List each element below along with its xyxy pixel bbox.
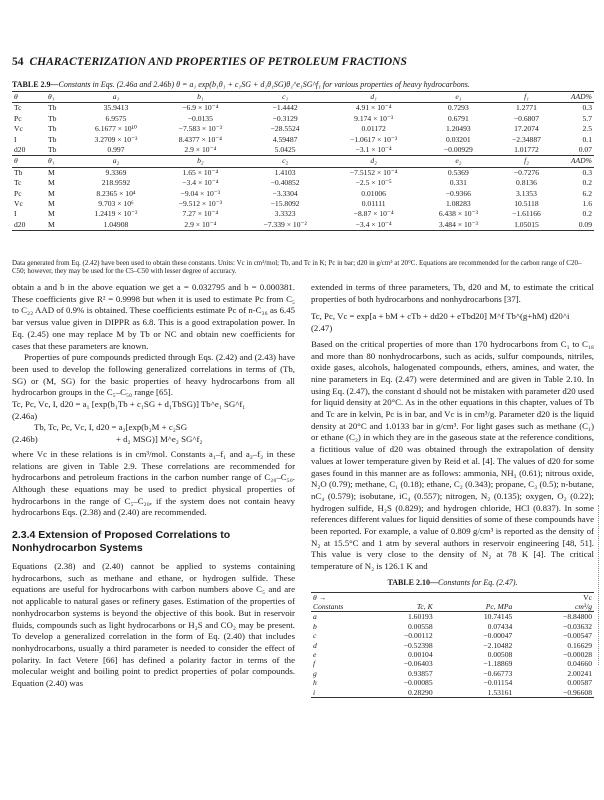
paragraph: extended in terms of three parameters, Tb, d20 and M, to estimate the critical properties of both hydrocarbons and nonhydrocarbons [37].	[311, 282, 594, 304]
table-cell: 0.00104	[407, 650, 433, 660]
paragraph: Based on the critical properties of more than 170 hydrocarbons from C₁ to C₁₈ and more than 80 nonhydrocarbons, such as acids, sulfur compounds, nitriles, oxide gases, alcohols, halogenated compounds, ethers, amines, and water, the nine parameters in Eq. (2.47) were determined and are given in Table 2.10. In using Eq. (2.47), the constant d should not be mistaken with parameter d20 used for liquid density at 20°C. As in the other equations in this chapter, values of Tb and Tc are in kelvin, Pc is in bar, and Vc is in cm³/g. Parameter d20 is the liquid density at 20°C and 1.0133 bar in g/cm³. For light gases such as methane (C₁) or ethane (C₂) in which they are in the gaseous state at the reference conditions, a fictitious value of d20 was obtained through the extrapolation of density values at lower temperature given by Reid et al. [4]. The values of d20 for some gases found in this manner are as follows: ammonia, NH₃ (0.61); nitrous oxide, N₂O (0.79); methane, C₁ (0.18); ethane, C₂ (0.343); propane, C₃ (0.5); n-butane, nC₄ (0.579); isobutane, iC₄ (0.557); nitrogen, N₂ (0.135); oxygen, O₂ (0.22); hydrogen sulfide, H₂S (0.829); and hydrogen chloride, HCl (0.837). In some references different values for liquid densities of some of these compounds have been reported. For example, a value of 0.809 g/cm³ is reported as the density of N₂ at 15.5°C and 1 atm by several authors in reservoir engineering [48, 51]. This value is very close to the density of N₂ at 78 K [4]. The critical temperature of N₂ is 126.1 K and	[311, 338, 594, 572]
table-cell: −0.00085	[403, 678, 433, 688]
table-2-9-title: Constants in Eqs. (2.46a and 2.46b) θ = a₁ exp(b₁θ₁ + c₁SG + d₁θ₁SG)θ₁^e₁SG^f₁ for various properties of heavy hydrocarbons.	[58, 80, 470, 89]
table-cell: −0.00028	[563, 650, 592, 660]
table-cell: 0.5369	[447, 167, 469, 177]
table-cell: −0.00112	[403, 631, 433, 641]
table-cell: 0.2	[582, 178, 592, 188]
table-cell: θ →	[311, 592, 355, 602]
table-cell: θ	[12, 92, 46, 103]
table-cell: −0.52398	[403, 640, 433, 650]
table-cell: −3.4 × 10⁻⁴	[328, 220, 420, 231]
left-column	[12, 282, 295, 690]
table-cell: Pc, MPa	[435, 602, 515, 612]
table-cell: M	[48, 209, 55, 219]
table-cell: d	[313, 640, 317, 650]
table-cell: 4.91 × 10⁻⁴	[355, 103, 392, 113]
table-cell: 1.08283	[446, 199, 471, 209]
equation-2-46a: Tc, Pc, Vc, I, d20 = a₁ [exp(b₁Tb + c₁SG + d₁TbSG)] Tb^e₁ SG^f₁	[12, 399, 246, 410]
table-cell: a	[313, 612, 317, 622]
table-cell: −0.96608	[514, 688, 594, 698]
table-cell: −0.00547	[563, 631, 592, 641]
table-cell: 1.65 × 10⁻⁴	[182, 167, 219, 177]
table-cell: 0.09	[556, 220, 594, 231]
table-2-10-caption	[311, 577, 594, 589]
table-cell: 1.6	[582, 199, 592, 209]
table-cell: b	[313, 621, 317, 631]
table-cell: b₂	[158, 156, 243, 167]
table-cell: 0.997	[107, 145, 125, 155]
table-cell: −0.9366	[445, 188, 471, 198]
table-2-9-label: TABLE 2.9—	[12, 80, 59, 89]
table-cell: 0.2	[582, 209, 592, 219]
margin-dotted-line	[598, 505, 601, 665]
table-cell: −2.5 × 10⁻⁵	[355, 178, 392, 188]
table-cell: Tb	[48, 113, 57, 123]
table-cell: 0.07434	[487, 621, 513, 631]
table-cell: 8.2365 × 10⁴	[96, 188, 136, 198]
table-cell: −0.0135	[187, 113, 213, 123]
table-cell: Vc	[14, 124, 23, 134]
table-cell: 0.93857	[407, 668, 433, 678]
table-row	[12, 209, 594, 219]
table-row	[311, 622, 594, 631]
table-header-row	[12, 92, 594, 103]
table-cell: 0.331	[449, 178, 467, 188]
table-header-row	[311, 602, 594, 612]
table-cell: 2.5	[582, 124, 592, 134]
table-cell: e	[313, 650, 317, 660]
table-cell: Tc	[14, 103, 22, 113]
table-cell: 6.2	[582, 188, 592, 198]
table-cell: −0.6807	[513, 113, 540, 123]
table-cell: 0.03201	[446, 134, 471, 144]
table-cell: −0.3129	[272, 113, 298, 123]
table-cell: 5.7	[582, 113, 592, 123]
table-cell: 0.3	[582, 103, 592, 113]
table-cell: 1.2419 × 10⁻²	[94, 209, 138, 219]
table-cell: −1.61166	[512, 209, 541, 219]
table-cell: 1.05015	[497, 220, 556, 231]
table-cell: 0.6791	[447, 113, 469, 123]
table-cell: 0.8136	[516, 178, 537, 188]
table-cell: −7.339 × 10⁻²	[243, 220, 328, 231]
table-cell: 0.7293	[447, 103, 469, 113]
table-cell: 0.1	[582, 134, 592, 144]
table-row	[311, 641, 594, 650]
table-cell: 6.438 × 10⁻³	[438, 209, 478, 219]
table-cell: 0.01111	[361, 199, 386, 209]
table-cell: h	[313, 678, 317, 688]
table-cell: 0.3	[582, 167, 592, 177]
paragraph: obtain a and b in the above equation we get a = 0.032795 and b = 0.000381. These coefficients give R² = 0.9998 but when it is used to estimate Pc from C₅ to C₂₂ AAD of 0.9% is obtained. These coefficients estimate Pc of n-C₃₆ as 6.45 bar versus value given in DIPPR as 6.8. This is a good extrapolation power. In Eq. (2.45) one may replace M by Tb or NC and obtain new coefficients for cases that these parameters are known.	[12, 282, 295, 351]
table-cell: f	[313, 659, 316, 669]
table-row	[12, 220, 594, 231]
table-cell	[355, 592, 435, 602]
table-cell: −2.34887	[511, 134, 541, 144]
table-cell: 0.04660	[567, 659, 592, 669]
table-row	[12, 145, 594, 156]
table-cell: f₁	[497, 92, 556, 103]
right-column	[311, 282, 594, 698]
table-cell: 2.9 × 10⁻⁴	[158, 220, 243, 231]
table-row	[12, 178, 594, 188]
table-2-10-title: Constants for Eq. (2.47).	[437, 577, 518, 587]
section-heading: 2.3.4 Extension of Proposed Correlations to Nonhydrocarbon Systems	[12, 529, 231, 555]
table-cell: 4.59487	[272, 134, 298, 144]
table-2-9	[12, 91, 594, 231]
paragraph: where Vc in these relations is in cm³/mol. Constants a₁–f₁ and a₂–f₂ in these relations are given in Table 2.9. These correlations are recommended for hydrocarbons and petroleum fractions in the carbon number range of C₂₀–C₅₀. Although these equations may be used to predict physical properties of hydrocarbons in the range of C₅–C₂₀, if the system does not contain heavy hydrocarbons Eqs. (2.38) and (2.40) are recommended.	[12, 448, 295, 518]
table-cell: −0.66773	[483, 668, 513, 678]
table-cell: 0.01006	[361, 188, 386, 198]
table-cell: −8.87 × 10⁻⁴	[353, 209, 394, 219]
table-cell: −1.0617 × 10⁻³	[350, 134, 398, 144]
table-cell: c	[313, 631, 317, 641]
table-cell: 2.00241	[567, 668, 592, 678]
table-cell: 1.04908	[74, 220, 158, 231]
table-cell: 2.9 × 10⁻⁴	[184, 145, 217, 155]
table-cell: M	[48, 178, 55, 188]
equation-label: (2.47)	[311, 323, 333, 334]
table-cell: 0.00587	[567, 678, 592, 688]
table-cell: d20	[12, 220, 46, 231]
table-cell: 5.0425	[274, 145, 296, 155]
table-cell: 0.00508	[487, 650, 513, 660]
table-cell: 3.484 × 10⁻³	[420, 220, 497, 231]
table-cell: −6.9 × 10⁻⁴	[182, 103, 219, 113]
page-number: 54	[12, 56, 24, 68]
table-cell: I	[14, 209, 17, 219]
table-cell: c₁	[243, 92, 328, 103]
table-row	[12, 114, 594, 124]
table-cell: d20	[14, 145, 26, 155]
table-cell: d₁	[328, 92, 420, 103]
table-row	[311, 678, 594, 687]
table-cell: Tb	[48, 134, 57, 144]
table-row	[12, 167, 594, 178]
table-cell: 1.4103	[274, 167, 296, 177]
table-cell: −3.4 × 10⁻⁴	[182, 178, 219, 188]
table-cell: −9.04 × 10⁻³	[180, 188, 221, 198]
table-cell: 1.53161	[435, 688, 515, 698]
table-cell: a₂	[74, 156, 158, 167]
table-cell: −0.7276	[513, 167, 540, 177]
table-cell: −3.3304	[272, 188, 298, 198]
table-cell: 8.4377 × 10⁻⁴	[178, 134, 222, 144]
table-cell: cm³/g	[514, 602, 594, 612]
table-cell: 3.1353	[516, 188, 537, 198]
table-cell: d₂	[328, 156, 420, 167]
table-cell: Tc	[14, 178, 22, 188]
table-row	[311, 688, 594, 698]
table-cell: −15.8092	[270, 199, 300, 209]
table-cell: 0.28290	[355, 688, 435, 698]
table-row	[12, 124, 594, 134]
table-cell: Tb	[48, 103, 57, 113]
table-cell: −0.03632	[563, 621, 592, 631]
table-cell: θ₁	[46, 92, 74, 103]
table-cell: Tb	[48, 145, 57, 155]
equation-2-46b-cont: (2.46b) + d₂ MSG)] M^e₂ SG^f₂	[12, 434, 203, 445]
table-cell: I	[14, 134, 17, 144]
table-cell	[435, 592, 515, 602]
table-cell: Tb	[48, 124, 57, 134]
table-cell: 6.9575	[105, 113, 127, 123]
table-cell: −1.18869	[483, 659, 513, 669]
table-cell: Tc, K	[355, 602, 435, 612]
equation-2-46b: Tb, Tc, Pc, Vc, I, d20 = a₂[exp(b₂M + c₂SG	[34, 422, 188, 433]
table-cell: M	[48, 199, 55, 209]
table-cell: 6.1677 × 10¹⁰	[95, 124, 137, 134]
table-header-row	[311, 592, 594, 602]
table-cell: 218.9592	[101, 178, 131, 188]
table-row	[12, 103, 594, 114]
table-cell: −9.512 × 10⁻³	[178, 199, 222, 209]
table-row	[311, 669, 594, 678]
table-2-10-label: TABLE 2.10—	[387, 577, 438, 587]
table-cell: 10.74145	[483, 612, 513, 622]
table-cell: i	[311, 688, 355, 698]
table-cell: M	[48, 188, 55, 198]
table-2-9-caption	[12, 80, 596, 89]
table-cell: −0.00047	[483, 631, 513, 641]
table-cell: AAD%	[556, 92, 594, 103]
table-cell: 0.16629	[567, 640, 592, 650]
table-cell: 1.20493	[446, 124, 471, 134]
table-cell: g	[313, 668, 317, 678]
table-cell: 3.3323	[274, 209, 296, 219]
table-cell: θ	[12, 156, 46, 167]
table-cell: −2.10482	[483, 640, 513, 650]
table-row	[311, 650, 594, 659]
table-cell: 0.07	[578, 145, 592, 155]
running-header	[12, 56, 407, 68]
table-cell: 35.9413	[103, 103, 129, 113]
table-cell: M	[48, 167, 55, 177]
table-cell: Constants	[311, 602, 355, 612]
table-cell: b₁	[158, 92, 243, 103]
table-cell: Pc	[14, 113, 22, 123]
table-cell: −7.583 × 10⁻³	[178, 124, 222, 134]
table-2-9-footnote: Data generated from Eq. (2.42) have been used to obtain these constants. Units: Vc in cm³/mol; Tb, and Tc in K; Pc in bar; d20 in g/cm³ at 20°C. Equations are recommended for the carbon range of C20–C50; however, they may be used for the C5–C50 with lesser degree of accuracy.	[12, 259, 582, 276]
table-cell: Pc	[14, 188, 22, 198]
equation-label: (2.46a)	[12, 410, 38, 421]
table-cell: 1.2771	[516, 103, 537, 113]
equation-2-47: Tc, Pc, Vc = exp[a + bM + cTb + dd20 + eTbd20] M^f Tb^(g+hM) d20^i	[311, 311, 570, 322]
table-row	[311, 631, 594, 640]
table-cell: −0.06403	[403, 659, 433, 669]
paragraph: Equations (2.38) and (2.40) cannot be applied to systems containing hydrocarbons, such as methane and ethane, or hydrogen sulfide. These equations are useful for hydrocarbons with carbon numbers above C₅ and are not applicable to natural gases or refinery gases. Estimation of the properties of nonhydrocarbon systems is beyond the objective of this book. But in reservoir fluids, compounds such as light hydrocarbons or H₂S and CO₂ may be present. To develop a generalized correlation in the form of Eq. (2.40) that includes nonhydrocarbons, usually a third parameter is needed to consider the effect of polarity. In fact Vetere [66] has defined a polarity factor in terms of the molecular weight and boiling point to predict properties of polar compounds. Equation (2.40) was	[12, 561, 295, 689]
table-cell: −0.40852	[270, 178, 300, 188]
table-cell: Vc	[514, 592, 594, 602]
table-cell: 0.01172	[361, 124, 386, 134]
table-row	[12, 189, 594, 199]
table-cell: 0.00558	[407, 621, 433, 631]
table-cell: −0.00929	[443, 145, 473, 155]
table-cell: θ₁	[46, 156, 74, 167]
table-cell: e₂	[420, 156, 497, 167]
table-cell: e₁	[420, 92, 497, 103]
table-cell: −0.01154	[483, 678, 513, 688]
table-header-row	[12, 156, 594, 167]
table-cell: 17.2074	[514, 124, 539, 134]
table-cell: −7.5152 × 10⁻⁴	[349, 167, 398, 177]
table-cell: a₁	[74, 92, 158, 103]
table-row	[12, 199, 594, 209]
table-cell: −8.84800	[563, 612, 592, 622]
paragraph: Properties of pure compounds predicted through Eqs. (2.42) and (2.43) have been used to develop the following generalized correlations in terms of (Tb, SG) or (M, SG) for the basic properties of heavy hydrocarbons from all hydrocarbon groups in the C₅–C₅₀ range [65].	[12, 352, 295, 398]
table-cell: 1.01772	[514, 145, 539, 155]
table-cell: 7.27 × 10⁻⁴	[182, 209, 219, 219]
table-cell: −1.4442	[272, 103, 298, 113]
table-cell: M	[46, 220, 74, 231]
table-row	[311, 659, 594, 668]
table-cell: 9.3369	[105, 167, 127, 177]
table-cell: Vc	[14, 199, 23, 209]
running-title: CHARACTERIZATION AND PROPERTIES OF PETROLEUM FRACTIONS	[29, 56, 407, 68]
table-row	[311, 612, 594, 622]
table-cell: −28.5524	[270, 124, 300, 134]
table-cell: Tb	[14, 167, 23, 177]
table-2-10	[311, 592, 594, 698]
table-cell: 10.5118	[514, 199, 539, 209]
table-cell: 3.2709 × 10⁻³	[94, 134, 138, 144]
table-cell: 9.703 × 10⁶	[98, 199, 134, 209]
table-cell: f₂	[497, 156, 556, 167]
table-cell: 1.60193	[407, 612, 433, 622]
table-cell: c₂	[243, 156, 328, 167]
table-row	[12, 135, 594, 145]
table-cell: −3.1 × 10⁻⁴	[355, 145, 392, 155]
table-cell: 9.174 × 10⁻³	[354, 113, 394, 123]
table-cell: AAD%	[556, 156, 594, 167]
